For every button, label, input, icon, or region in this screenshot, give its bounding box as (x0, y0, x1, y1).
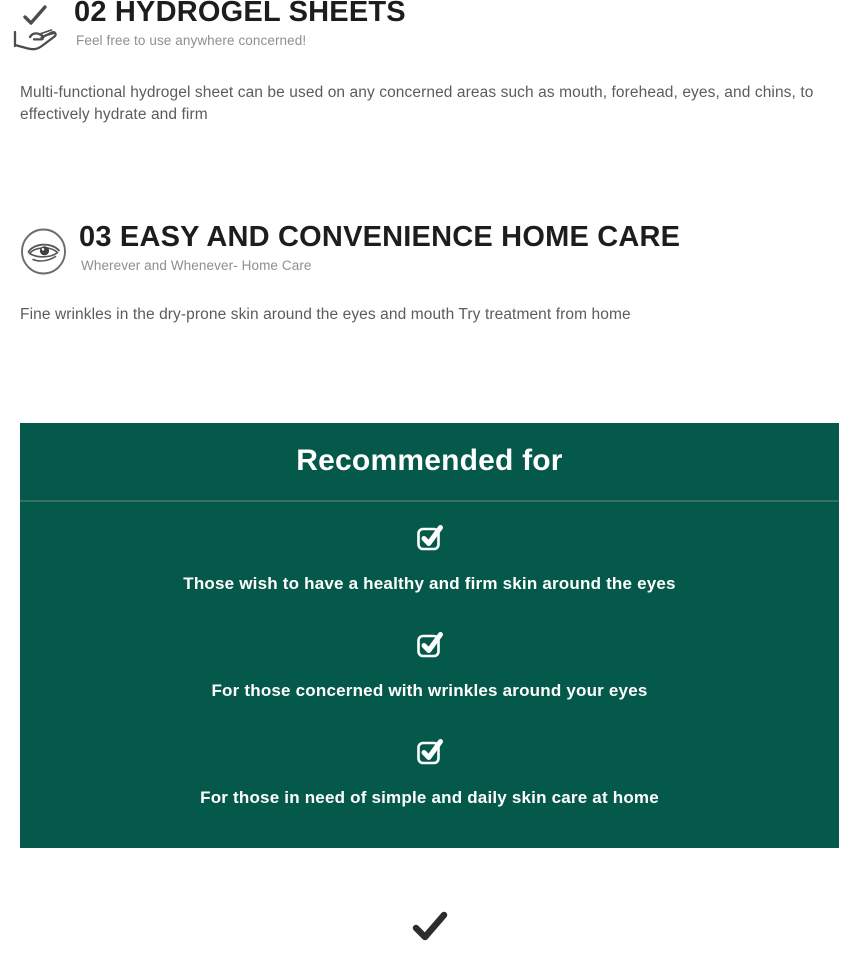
checkbox-checked-icon (415, 523, 445, 558)
list-item-label: For those in need of simple and daily skin care at home (200, 787, 659, 807)
checkbox-checked-icon (415, 630, 445, 665)
eye-icon (20, 228, 67, 280)
panel-header (20, 423, 839, 502)
section-title: 02 HYDROGEL SHEETS (74, 0, 406, 28)
section-subtitle: Feel free to use anywhere concerned! (76, 33, 307, 49)
recommended-for-panel (20, 423, 839, 848)
panel-body (20, 502, 839, 848)
list-item (30, 630, 829, 701)
section-subtitle: Wherever and Whenever- Home Care (81, 258, 312, 274)
hand-check-icon (8, 1, 62, 58)
list-item-label: For those concerned with wrinkles around your eyes (211, 680, 648, 700)
section-titles (79, 220, 681, 274)
list-item (30, 737, 829, 808)
section-header (0, 0, 860, 58)
section-title: 03 EASY AND CONVENIENCE HOME CARE (79, 220, 681, 253)
section-hydrogel-sheets (0, 0, 860, 127)
list-item (30, 523, 829, 594)
checkbox-checked-icon (415, 737, 445, 772)
panel-title: Recommended for (296, 444, 563, 478)
section-body-text: Multi-functional hydrogel sheet can be used on any concerned areas such as mouth, forehead, eyes, and chins, to effectively hydrate and firm (20, 84, 814, 124)
section-home-care (0, 220, 860, 326)
section-titles (74, 0, 406, 48)
section-header (0, 220, 860, 280)
check-icon (410, 909, 450, 954)
list-item-label: Those wish to have a healthy and firm skin around the eyes (183, 573, 676, 593)
section-body-text: Fine wrinkles in the dry-prone skin around the eyes and mouth Try treatment from home (20, 305, 631, 323)
